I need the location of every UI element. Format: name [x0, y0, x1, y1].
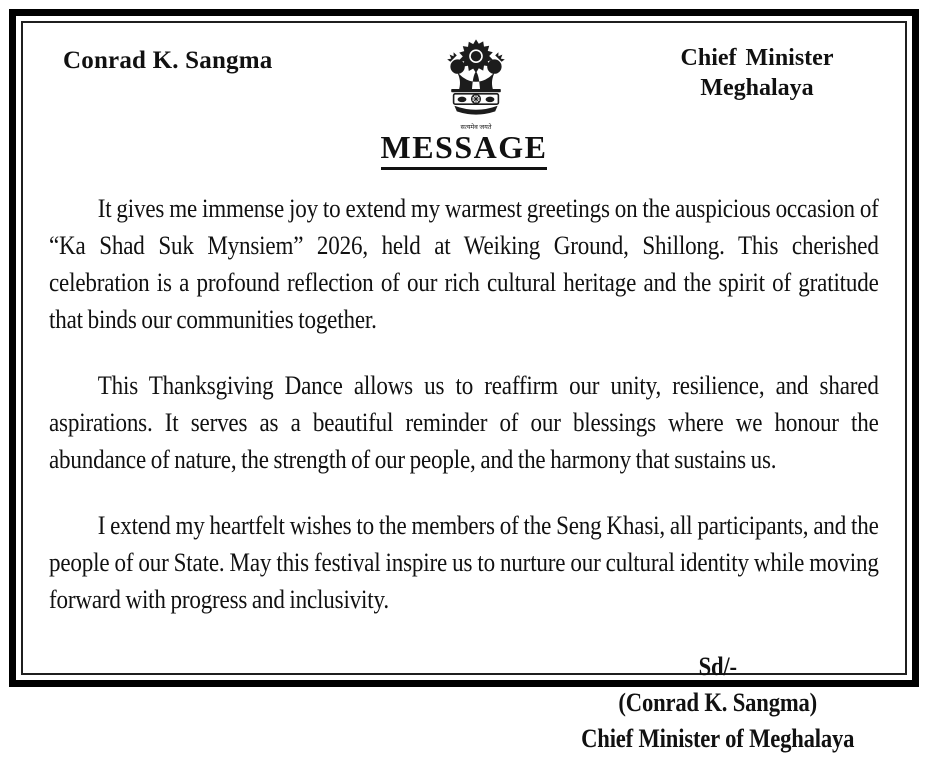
letter-document	[9, 9, 919, 687]
paragraph-3: I extend my heartfelt wishes to the members of the Seng Khasi, all participants, and the people of our State. May this festival inspire us to nurture our cultural identity while moving forward with progress and inclusivity.	[49, 507, 879, 618]
paragraph-1: It gives me immense joy to extend my warmest greetings on the auspicious occasion of “Ka Shad Suk Mynsiem” 2026, held at Weiking Ground, Shillong. This cherished celebration is a profound reflection of our rich cultural heritage and the spirit of gratitude that binds our communities together.	[49, 190, 879, 338]
sender-name: Conrad K. Sangma	[49, 29, 273, 75]
message-heading: MESSAGE	[49, 129, 879, 170]
signature-designation: Chief Minister of Meghalaya	[581, 721, 854, 757]
office-title	[649, 29, 879, 103]
signature-name: (Conrad K. Sangma)	[581, 685, 854, 721]
office-title-line2: Meghalaya	[649, 73, 865, 103]
letter-body	[49, 190, 879, 757]
letterhead	[49, 29, 879, 121]
office-title-line1: Chief Minister	[649, 43, 865, 73]
signature-sd: Sd/-	[581, 649, 854, 685]
national-emblem-icon	[436, 29, 516, 142]
signature-block	[581, 649, 854, 757]
inner-border-frame	[21, 21, 907, 675]
paragraph-2: This Thanksgiving Dance allows us to reaffirm our unity, resilience, and shared aspirations. It serves as a beautiful reminder of our blessings where we honour the abundance of nature, the strength of our people, and the harmony that sustains us.	[49, 367, 879, 478]
emblem-caption: सत्यमेव जयते	[460, 123, 491, 131]
